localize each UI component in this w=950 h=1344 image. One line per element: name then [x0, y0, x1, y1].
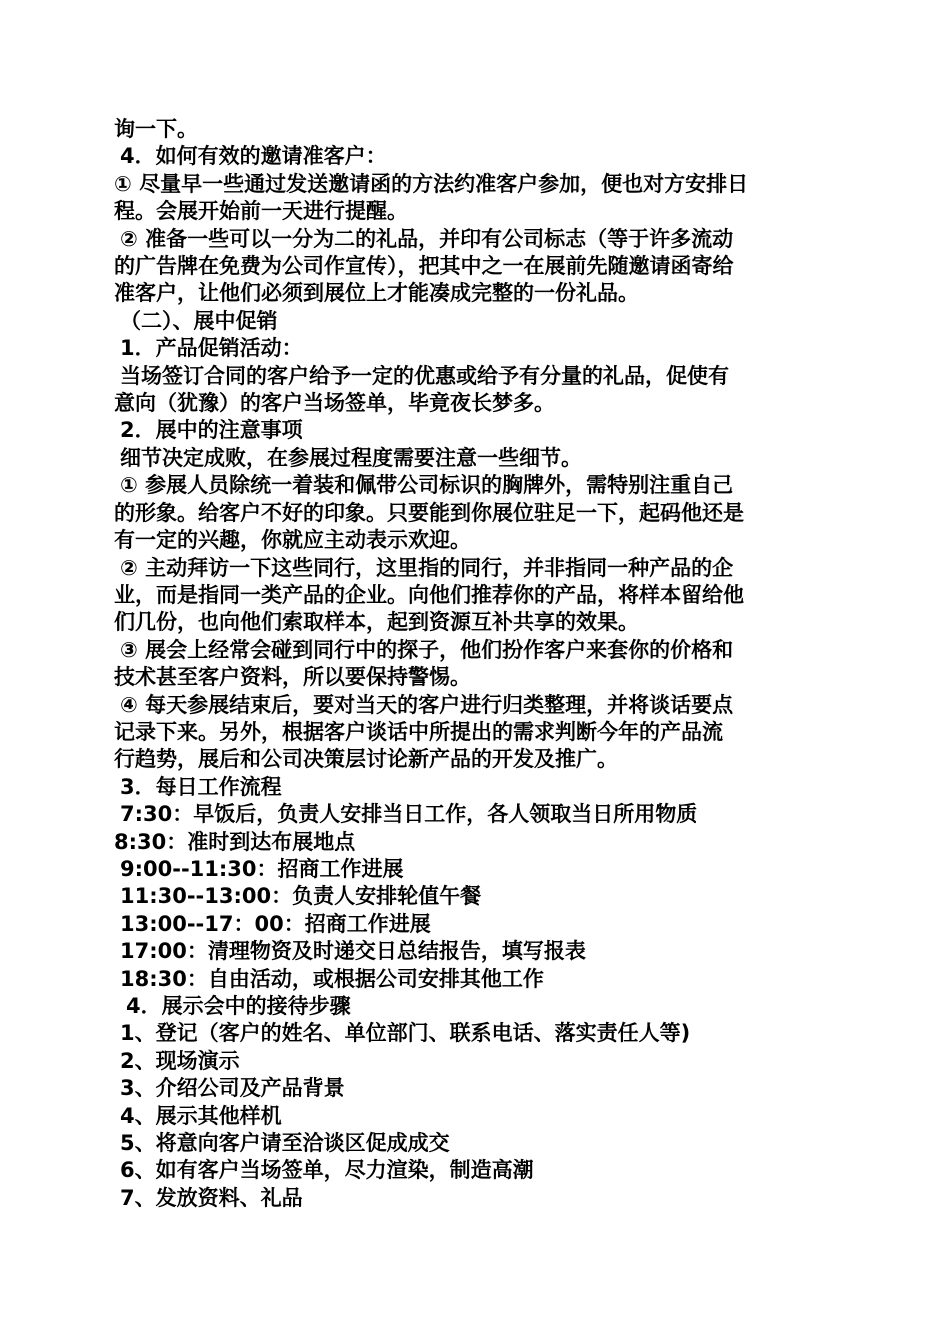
- text-line: ① 尽量早一些通过发送邀请函的方法约准客户参加，便也对方安排日: [114, 171, 749, 196]
- text-line: 准客户，让他们必须到展位上才能凑成完整的一份礼品。: [114, 281, 639, 306]
- schedule-item: 8:30：准时到达布展地点: [114, 829, 356, 854]
- list-item: 4、展示其他样机: [120, 1103, 282, 1128]
- list-item: 6、如有客户当场签单，尽力渲染，制造高潮: [120, 1158, 534, 1183]
- text-line: 记录下来。另外，根据客户谈话中所提出的需求判断今年的产品流: [114, 719, 723, 744]
- text-line: 程。会展开始前一天进行提醒。: [114, 199, 408, 224]
- schedule-item: 9:00--11:30：招商工作进展: [120, 856, 404, 881]
- text-line: 的广告牌在免费为公司作宣传），把其中之一在展前先随邀请函寄给: [114, 254, 734, 279]
- section-heading: 2．展中的注意事项: [120, 418, 303, 443]
- section-heading: 3．每日工作流程: [120, 774, 282, 799]
- schedule-item: 13:00--17：00：招商工作进展: [120, 911, 431, 936]
- document-body: [114, 116, 844, 1212]
- list-item: 5、将意向客户请至洽谈区促成成交: [120, 1131, 450, 1156]
- text-line: ③ 展会上经常会碰到同行中的探子，他们扮作客户来套你的价格和: [120, 637, 734, 662]
- text-line: 意向（犹豫）的客户当场签单，毕竟夜长梦多。: [114, 391, 555, 416]
- schedule-item: 18:30：自由活动，或根据公司安排其他工作: [120, 966, 544, 991]
- section-heading: 4．如何有效的邀请准客户：: [120, 144, 387, 169]
- text-line: 们几份，也向他们索取样本，起到资源互补共享的效果。: [114, 610, 639, 635]
- text-line: 的形象。给客户不好的印象。只要能到你展位驻足一下，起码他还是: [114, 500, 744, 525]
- text-line: 细节决定成败，在参展过程度需要注意一些细节。: [120, 445, 582, 470]
- text-line: 技术甚至客户资料，所以要保持警惕。: [114, 665, 471, 690]
- schedule-item: 7:30：早饭后，负责人安排当日工作，各人领取当日所用物质: [120, 802, 698, 827]
- text-line: ② 准备一些可以一分为二的礼品，并印有公司标志（等于许多流动: [120, 226, 734, 251]
- text-line: 当场签订合同的客户给予一定的优惠或给予有分量的礼品，促使有: [120, 363, 729, 388]
- text-line: ④ 每天参展结束后，要对当天的客户进行归类整理，并将谈话要点: [120, 692, 734, 717]
- text-line: ① 参展人员除统一着装和佩带公司标识的胸牌外，需特别注重自己: [120, 473, 734, 498]
- text-line: 行趋势，展后和公司决策层讨论新产品的开发及推广。: [114, 747, 618, 772]
- list-item: 1、登记（客户的姓名、单位部门、联系电话、落实责任人等): [120, 1021, 691, 1046]
- schedule-item: 11:30--13:00：负责人安排轮值午餐: [120, 884, 482, 909]
- text-line: 询一下。: [114, 117, 198, 141]
- text-line: ② 主动拜访一下这些同行，这里指的同行，并非指同一种产品的企: [120, 555, 734, 580]
- text-line: 有一定的兴趣，你就应主动表示欢迎。: [114, 528, 471, 553]
- section-heading: 1．产品促销活动：: [120, 336, 303, 361]
- section-heading: 4．展示会中的接待步骤: [126, 994, 351, 1018]
- list-item: 3、介绍公司及产品背景: [120, 1076, 345, 1101]
- section-heading: （二）、展中促销: [120, 308, 278, 333]
- list-item: 7、发放资料、礼品: [120, 1185, 303, 1210]
- list-item: 2、现场演示: [120, 1048, 240, 1073]
- text-line: 业，而是指同一类产品的企业。向他们推荐你的产品，将样本留给他: [114, 582, 744, 607]
- schedule-item: 17:00：清理物资及时递交日总结报告，填写报表: [120, 939, 586, 964]
